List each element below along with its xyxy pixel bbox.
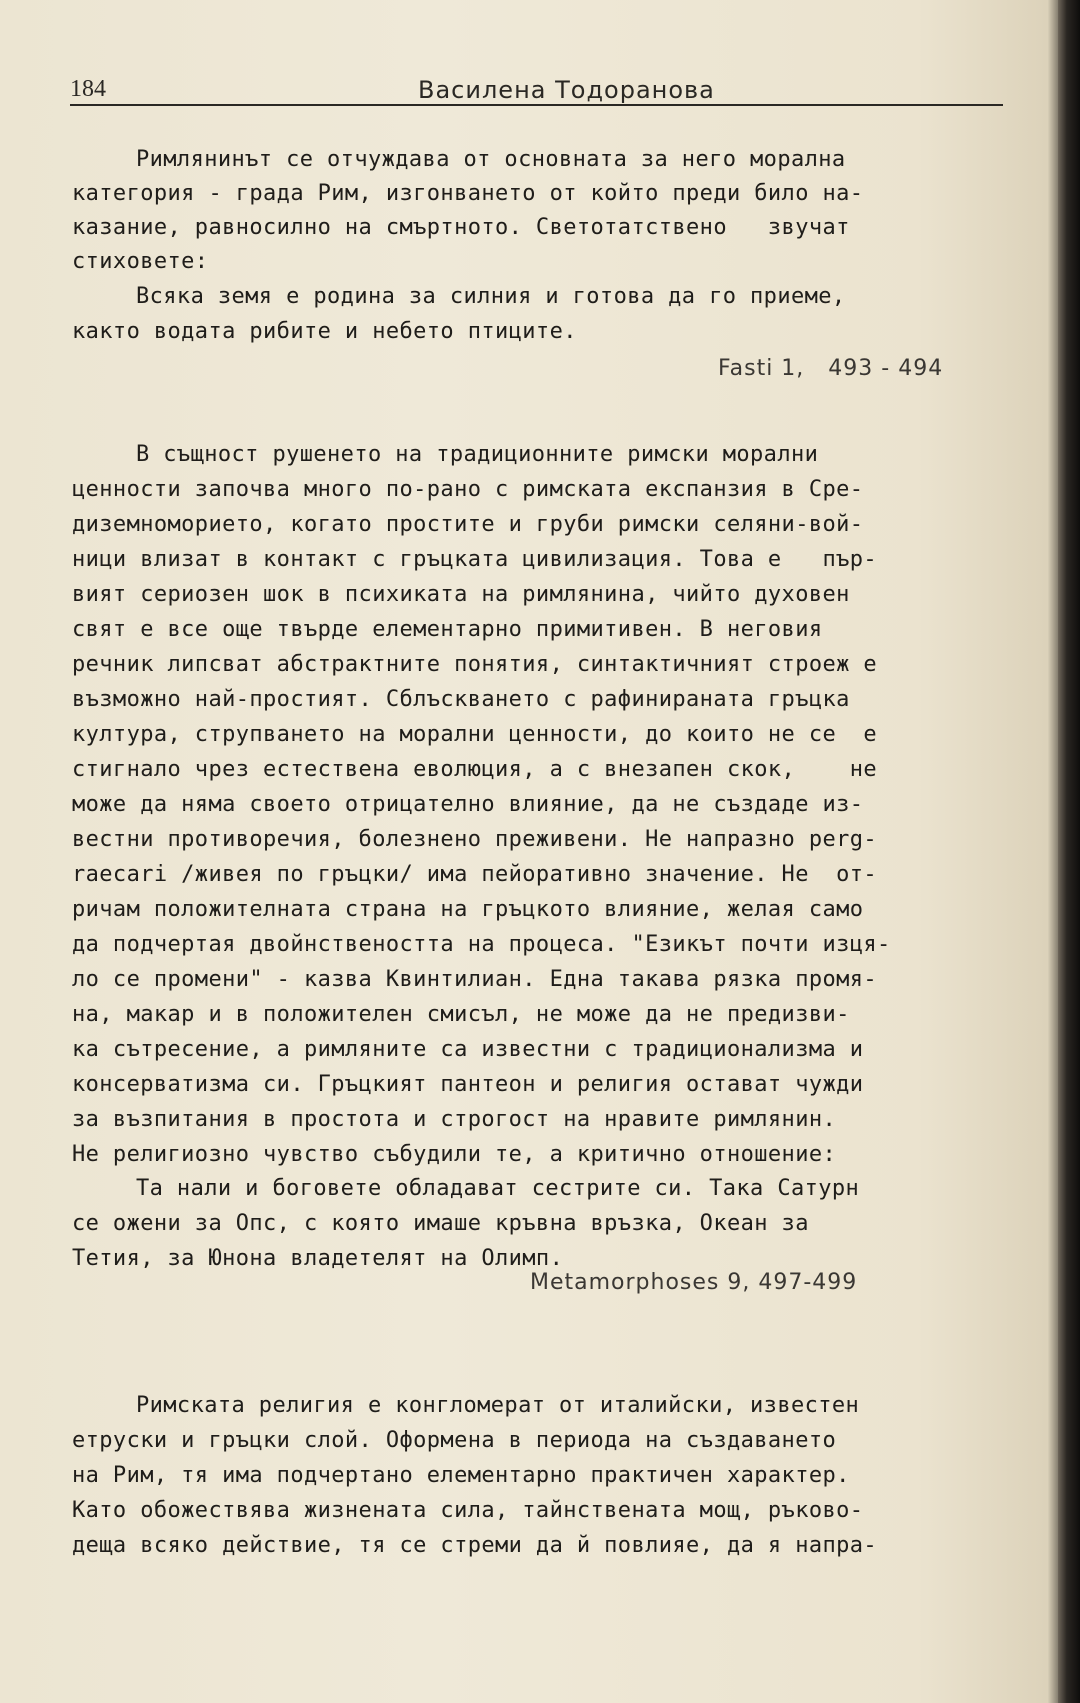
- text-line: ло се промени" - казва Квинтилиан. Една такава рязка промя-: [72, 967, 878, 992]
- text-line: вият сериозен шок в психиката на римлянина, чийто духовен: [72, 582, 850, 607]
- page-binding-shadow: [1058, 0, 1080, 1703]
- text-line: raecari /живея по гръцки/ има пейоративно значение. Не от-: [72, 862, 878, 887]
- text-line: речник липсват абстрактните понятия, синтактичният строеж е: [72, 652, 878, 677]
- text-line: категория - града Рим, изгонването от който преди било на-: [72, 181, 864, 206]
- page-header: [70, 76, 1003, 106]
- citation: Metamorphoses 9, 497-499: [530, 1270, 858, 1295]
- header-rule: [70, 104, 1003, 106]
- text-line: ка сътресение, а римляните са известни с традиционализма и: [72, 1037, 864, 1062]
- text-line: етруски и гръцки слой. Оформена в периода на създаването: [72, 1428, 837, 1453]
- text-line: Римската религия е конгломерат от италийски, известен: [136, 1393, 860, 1418]
- quote-line: както водата рибите и небето птиците.: [72, 319, 577, 344]
- text-line: Не религиозно чувство събудили те, а критично отношение:: [72, 1142, 837, 1167]
- quote-line: Тетия, за Юнона владетелят на Олимп.: [72, 1246, 564, 1271]
- quote-line: се ожени за Опс, с която имаше кръвна връзка, Океан за: [72, 1211, 809, 1236]
- text-line: стигнало чрез естествена еволюция, а с внезапен скок, не: [72, 757, 878, 782]
- text-line: свят е все още твърде елементарно примитивен. В неговия: [72, 617, 823, 642]
- text-line: ници влизат в контакт с гръцката цивилизация. Това е пър-: [72, 547, 878, 572]
- text-line: култура, струпването на морални ценности, до които не се е: [72, 722, 878, 747]
- text-line: ричам положителната страна на гръцкото влияние, желая само: [72, 897, 864, 922]
- page-number: 184: [70, 76, 106, 102]
- text-line: на, макар и в положителен смисъл, не може да не предизви-: [72, 1002, 850, 1027]
- text-line: Като обожествява жизнената сила, тайнствената мощ, ръково-: [72, 1498, 864, 1523]
- text-line: казание, равносилно на смъртното. Светотатствено звучат: [72, 215, 850, 240]
- text-line: деща всяко действие, тя се стреми да й повлияе, да я напра-: [72, 1533, 878, 1558]
- text-line: вестни противоречия, болезнено преживени. Не напразно perg-: [72, 827, 878, 852]
- text-line: ценности започва много по-рано с римската експанзия в Сре-: [72, 477, 864, 502]
- quote-line: Всяка земя е родина за силния и готова да го приеме,: [136, 284, 846, 309]
- text-line: да подчертая двойнствеността на процеса. "Езикът почти изця-: [72, 932, 891, 957]
- running-title: Василена Тодоранова: [418, 76, 715, 104]
- text-line: за възпитания в простота и строгост на нравите римлянин.: [72, 1107, 837, 1132]
- text-line: диземноморието, когато простите и груби римски селяни-вой-: [72, 512, 864, 537]
- citation: Fasti 1, 493 - 494: [718, 356, 944, 381]
- text-line: на Рим, тя има подчертано елементарно практичен характер.: [72, 1463, 850, 1488]
- text-line: Римлянинът се отчуждава от основната за него морална: [136, 147, 846, 172]
- text-line: стиховете:: [72, 249, 209, 274]
- text-line: възможно най-простият. Сблъскването с рафинираната гръцка: [72, 687, 850, 712]
- text-line: консерватизма си. Гръцкият пантеон и религия остават чужди: [72, 1072, 864, 1097]
- text-line: В същност рушенето на традиционните римски морални: [136, 442, 819, 467]
- text-line: може да няма своето отрицателно влияние, да не създаде из-: [72, 792, 864, 817]
- quote-line: Та нали и боговете обладават сестрите си. Така Сатурн: [136, 1176, 860, 1201]
